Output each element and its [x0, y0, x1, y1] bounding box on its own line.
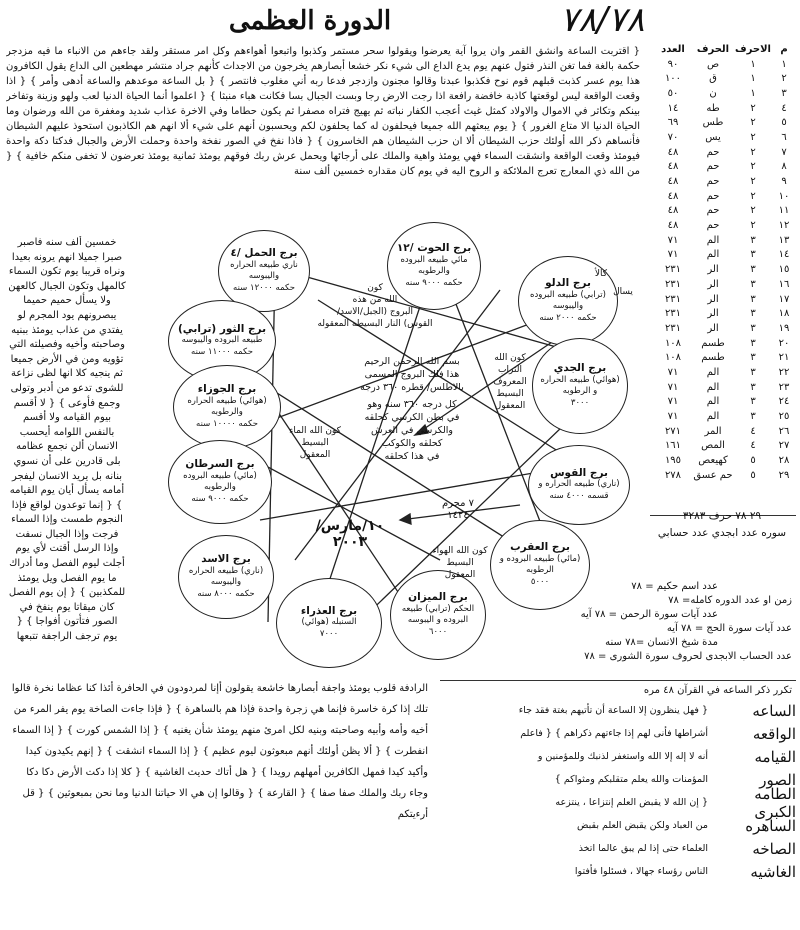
side-label-kalla: كالأ — [594, 269, 608, 279]
sign-years: حكمه ١١٠٠٠ سنه — [191, 346, 253, 357]
cell-num: ٢١ — [778, 352, 790, 364]
label-fire-element: كون الله من هذه البروج (الجبل/الاسد/ القوس) النار البسيطه المعقوله — [317, 283, 433, 329]
cell-letters: ٤ — [750, 425, 756, 437]
zodiac-sign-capricorn — [532, 338, 628, 434]
quran-row-text: { فهل ينظرون إلا الساعة أن تأتيهم بغتة فقد جاء — [518, 705, 708, 716]
cell-letters: ٣ — [750, 337, 756, 349]
zodiac-sign-scorpio — [490, 520, 590, 610]
page-title: الدورة العظمى — [228, 6, 392, 36]
sign-years: حكمه ٩٠٠٠ سنه — [191, 493, 249, 504]
cell-letter: طس — [702, 117, 724, 129]
handwritten-page-number: ٧٨/٧٨ — [560, 0, 645, 40]
quran-row-name: الغاشيه — [750, 862, 796, 881]
sign-years: حكمه ٨٠٠٠ سنه — [197, 588, 255, 599]
cell-num: ٨ — [781, 161, 787, 173]
sign-name: برج العقرب — [510, 541, 570, 553]
sign-name: برج الاسد — [201, 553, 251, 565]
header-num: م — [780, 43, 788, 55]
cell-letter: الر — [707, 293, 719, 305]
sign-info: (مائي) طبيعه البروده والرطوبه — [183, 470, 257, 492]
sign-name: برج الثور (ترابي) — [177, 322, 267, 335]
cell-count: ٧١ — [667, 396, 679, 408]
cell-num: ٤ — [781, 102, 787, 114]
header-count: العدد — [661, 43, 685, 55]
cell-num: ٢٥ — [778, 411, 790, 423]
cell-letters: ٢ — [750, 205, 756, 217]
cell-count: ٧١ — [667, 234, 679, 246]
cell-letters: ٣ — [750, 352, 756, 364]
quran-row-name: الصاخه — [752, 839, 796, 858]
sign-name: برج السرطان — [185, 458, 255, 470]
zodiac-sign-cancer — [168, 440, 272, 524]
cell-letter: حم — [706, 220, 720, 232]
sign-info: الحكم (ترابي) طبيعه البروده و اليبوسه — [401, 603, 475, 625]
cell-letters: ١ — [750, 73, 756, 85]
cell-num: ١٢ — [778, 220, 790, 232]
cell-count: ٤٨ — [667, 176, 679, 188]
cell-count: ٤٨ — [667, 220, 679, 232]
cell-letters: ١ — [750, 58, 756, 70]
sign-years: ٣٠٠٠ — [570, 397, 590, 408]
sign-info: (ناري) طبيعه الحراره و — [538, 479, 620, 490]
cell-count: ٤٨ — [667, 190, 679, 202]
sign-name: برج الميزان — [408, 591, 468, 603]
sign-name: برج الجوزاء — [197, 383, 257, 395]
hijri-date-label: ٧ محرم ١٤٢٤ — [441, 498, 475, 521]
center-line: بالاطلس/ قطره ٣٦٠ درجه — [360, 382, 464, 393]
cell-count: ١٤ — [667, 102, 679, 114]
quran-row-name: الساعه — [752, 701, 796, 720]
cell-letters: ٢ — [750, 117, 756, 129]
quran-row-name: الواقعه — [752, 724, 796, 743]
cell-num: ٢٩ — [778, 469, 790, 481]
quran-row-name: القيامه — [754, 747, 796, 766]
sign-name: برج الحمل /٤ — [230, 247, 298, 259]
cell-num: ١٤ — [778, 249, 790, 261]
fact-line: عدد اسم حكيم = ٧٨ — [631, 581, 718, 592]
fact-line: عدد آيات سورة الرحمن = ٧٨ آيه — [580, 609, 718, 620]
cell-letter: الر — [707, 308, 719, 320]
sign-years: حكمه ١٠٠٠٠ سنه — [196, 418, 258, 429]
cell-count: ٤٨ — [667, 205, 679, 217]
cell-letter: الم — [706, 249, 720, 261]
zodiac-sign-sagittarius — [528, 445, 630, 525]
center-basmala: بسم الله الرحمن الرحيم — [364, 356, 460, 367]
cell-letter: الم — [706, 396, 720, 408]
cell-letter: حم — [706, 161, 720, 173]
sign-name: برج الحوت /١٢ — [396, 242, 472, 254]
cell-num: ٢٨ — [778, 455, 790, 467]
letters-total-line: ٢٩ ٧٨ حرف ٣٢٨٣ — [682, 510, 762, 522]
sign-info: (هوائي) طبيعه الحراره و الرطوبه — [540, 374, 620, 396]
sign-name: برج الدلو — [545, 277, 591, 289]
zodiac-sign-libra — [390, 570, 486, 660]
cell-count: ٤٨ — [667, 146, 679, 158]
cell-num: ١٩ — [778, 322, 790, 334]
cell-count: ٧١ — [667, 366, 679, 378]
cell-letters: ٣ — [750, 366, 756, 378]
cell-letters: ٥ — [750, 469, 756, 481]
cell-letter: الر — [707, 278, 719, 290]
cell-count: ١٦١ — [664, 440, 682, 452]
cell-letters: ١ — [750, 87, 756, 99]
cell-num: ٢٧ — [778, 440, 790, 452]
sign-info: (هوائي) طبيعه الحراره والرطوبه — [187, 395, 267, 417]
cell-letter: حم — [706, 190, 720, 202]
center-line: هذا فلك البروج المسمى — [364, 369, 460, 380]
label-water-element: كون الله الماء البسيط المعقول — [289, 426, 341, 460]
cell-num: ٣ — [781, 87, 787, 99]
cell-count: ١٩٥ — [664, 455, 682, 467]
cell-letters: ٣ — [750, 396, 756, 408]
cell-letter: ص — [706, 58, 720, 70]
center-line: كحلقه والكوكب — [381, 438, 443, 449]
bottom-paragraph: الرادفة قلوب يومئذ واجفة أبصارها خاشعة يقولون أإنا لمردودون في الحافرة أئذا كنا عظاما نخرة قالوا تلك إذا كرة خاسرة فإنما هي زجرة واحدة فإذا هم بالساهرة } { فإذا جاءت الصاخة يوم يفر المرء من أخيه وأمه وأبيه وصاحبته وبنيه لكل امرئ منهم يومئذ شأن يغنيه } { إذا الشمس كورت } { إذا السماء انفطرت } { ألا يظن أولئك أنهم مبعوثون ليوم عظيم } { إذا السماء انشقت } { إنهم يكيدون كيدا وأكيد كيدا فمهل الكافرين أمهلهم رويدا } { هل أتاك حديث الغاشية } { كلا إذا دكت الأرض دكا دكا وجاء ربك والملك صفا صفا } { القارعة } { وقالوا إن هي الا حياتنا الدنيا وما نحن بمبعوثين } { قل أرءيتكم — [11, 683, 428, 820]
sign-info: مائي طبيعه البروده والرطوبه — [400, 254, 468, 276]
cell-num: ١٦ — [778, 278, 790, 290]
sign-info: طبيعه البروده واليبوسه — [181, 335, 263, 346]
cell-letter: المر — [704, 425, 722, 437]
cell-letters: ٣ — [750, 249, 756, 261]
zodiac-sign-gemini — [173, 365, 281, 449]
cell-letters: ٣ — [750, 264, 756, 276]
center-line: كل درجه ٣٦٠ سنه وهو — [367, 399, 457, 410]
cell-letters: ٢ — [750, 220, 756, 232]
cell-count: ٢٣١ — [664, 278, 682, 290]
fact-line: زمن او عدد الدوره كامله= ٧٨ — [668, 595, 792, 606]
top-paragraph: { اقتربت الساعة وانشق القمر وان يروا آية يعرضوا ويقولوا سحر مستمر وكذبوا واتبعوا أهواءهم وكل امر مستقر ولقد جاءهم من الانباء ما فيه مزدجر حكمة بالغة فما تغن النذر فتول عنهم يوم يدع الداع الى شيء نكر خشعا أبصارهم يخرجون من الاجداث كأنهم جراد منتشر مهطعين الى الداع يقول الكافرون هذا يوم عسر كذبت قبلهم قوم نوح فكذبوا عبدنا وقالوا مجنون وازدجر فدعا ربه أني مغلوب فانتصر } { بل الساعة موعدهم والساعة أدهى وأمر } { اذا وقعت الواقعة ليس لوقعتها كاذبة خافضة رافعة اذا رجت الارض رجا وبست الجبال بسا فكانت هباء منبثا } { اعلموا أنما الحياة الدنيا لعب ولهو وزينة وتفاخر بينكم وتكاثر في الاموال والاولاد كمثل غيث أعجب الكفار نباته ثم يهيج فتراه مصفرا ثم يكون حطاما وفي الاخرة عذاب شديد ومغفرة من الله ورضوان وما الحياة الدنيا الا متاع الغرور } { يوم يبعثهم الله جميعا فيحلفون له كما يحلفون لكم ويحسبون أنهم على شيء ألا انهم هم الكاذبون استحوذ عليهم الشيطان فأنساهم ذكر الله أولئك حزب الشيطان ألا ان حزب الشيطان هم الخاسرون } { فاذا نفخ في الصور نفخة واحدة وحملت الأرض والجبال فدكتا دكة واحدة فيومئذ وقعت الواقعة وانشقت السماء فهي يومئذ واهية والملك على أرجائها ويحمل عرش ربك فوقهم يومئذ ثمانية يومئذ تعرضون لا تخفى منكم خافية } { من الله ذي المعارج تعرج الملائكة و الروح اليه في يوم كان مقداره خمسين ألف سنة — [6, 46, 640, 177]
cell-num: ١٥ — [778, 264, 790, 276]
cell-num: ٧ — [781, 146, 787, 158]
side-label-yasal: يسال — [613, 287, 633, 297]
quran-row-name: الطامه الكبرى — [754, 784, 796, 821]
cell-count: ٤٨ — [667, 161, 679, 173]
cell-num: ١٠ — [778, 190, 790, 202]
cell-count: ٦٩ — [667, 117, 679, 129]
cell-num: ٢٤ — [778, 396, 790, 408]
fact-line: عدد الحساب الابجدى لحروف سورة الشورى = ٧٨ — [584, 651, 792, 662]
left-paragraph: خمسين ألف سنه فاصبر صبرا جميلا انهم يرونه بعيدا ونراه قريبا يوم تكون السماء كالمهل وتكون الجبال كالعهن ولا يسأل حميم حميما يبصرونهم يود المجرم لو يفتدي من عذاب يومئذ ببنيه وصاحبته وأخيه وفصيلته التي تؤويه ومن في الأرض جميعا ثم ينجيه كلا انها لظى نزاعة للشوى تدعو من أدبر وتولى وجمع فأوعى } { لا أقسم بيوم القيامه ولا أقسم بالنفس اللوامه أيحسب الانسان ألن نجمع عظامه بلى قادرين على أن نسوي بنانه بل يريد الانسان ليفجر أمامه يسأل أيان يوم القيامه } { إنما توعدون لواقع فإذا النجوم طمست وإذا السماء فرجت وإذا الجبال نسفت وإذا الرسل أقتت لأي يوم أجلت ليوم الفصل وما أدراك ما يوم الفصل ويل يومئذ للمكذبين } { إن يوم الفصل كان ميقاتا يوم ينفخ في الصور فتأتون أفواجا } { يوم ترجف الراجفة تتبعها — [8, 237, 126, 643]
cell-letter: حم — [706, 176, 720, 188]
sign-info: ناري طبيعه الحراره واليبوسه — [230, 259, 298, 281]
cell-count: ٧١ — [667, 249, 679, 261]
header-letters: الاحرف — [735, 43, 771, 55]
cell-letters: ٣ — [750, 322, 756, 334]
cell-letter: طه — [706, 102, 720, 114]
quran-row-text: الناس رؤساء جهالا ، فسئلوا فأفتوا — [574, 866, 708, 877]
sign-name: برج الجدي — [553, 362, 607, 374]
sign-years: حكمه ٩٠٠٠ سنه — [405, 277, 463, 288]
cell-count: ٧١ — [667, 381, 679, 393]
cell-count: ٢٧١ — [664, 425, 682, 437]
cell-num: ١٧ — [778, 293, 790, 305]
cell-num: ٢٣ — [778, 381, 790, 393]
label-air-element: كون الله الهواء البسيط المعقول — [432, 546, 488, 580]
cell-count: ٩٠ — [667, 58, 679, 70]
quran-section-title: تكرر ذكر الساعه في القرآن ٤٨ مره — [643, 685, 792, 696]
cell-count: ٧١ — [667, 411, 679, 423]
cell-letters: ٤ — [750, 440, 756, 452]
cell-count: ١٠٠ — [664, 73, 682, 85]
quran-row-text: المؤمنات والله يعلم متقلبكم ومثواكم } — [554, 774, 708, 785]
cell-count: ٢٣١ — [664, 308, 682, 320]
quran-row-name: الصور — [759, 770, 796, 789]
cell-num: ١٣ — [778, 234, 790, 246]
cell-letter: ن — [709, 87, 717, 99]
cell-num: ٩ — [781, 176, 787, 188]
sign-info: (ناري) طبيعه الحراره واليبوسه — [188, 565, 264, 587]
sign-years: حكمه ٢٠٠٠ سنه — [539, 312, 597, 323]
quran-row-text: من العباد ولكن يقبض العلم بقبض — [577, 820, 708, 831]
cell-letters: ٢ — [750, 131, 756, 143]
cell-letters: ٣ — [750, 411, 756, 423]
cell-num: ٢٦ — [778, 425, 790, 437]
center-line: والكرسي في العرش — [371, 425, 453, 436]
cell-letter: حم — [706, 146, 720, 158]
cell-letter: المص — [701, 440, 725, 452]
cell-num: ٦ — [781, 131, 787, 143]
sign-name: برج القوس — [550, 466, 608, 479]
cell-count: ٢٣١ — [664, 293, 682, 305]
quran-row-text: العلماء حتى إذا لم يبق عالما اتخذ — [578, 843, 708, 854]
date-label: ١٠/مارس/ ٢٠٠٣ — [315, 518, 385, 550]
center-line: في هذا كحلقه — [384, 451, 440, 462]
cell-letter: الم — [706, 234, 720, 246]
cell-letters: ٣ — [750, 234, 756, 246]
cell-count: ٢٧٨ — [664, 469, 682, 481]
sign-years: ٥٠٠٠ — [530, 576, 550, 587]
cell-count: ٥٠ — [667, 87, 679, 99]
cell-letter: الم — [706, 366, 720, 378]
fact-line: مدة شيخ الانسان =٧٨ سنه — [605, 637, 718, 648]
cell-letters: ٢ — [750, 176, 756, 188]
cell-letters: ٥ — [750, 455, 756, 467]
sign-info: السنبله (هوائي) — [301, 617, 357, 628]
cell-letter: الر — [707, 264, 719, 276]
cell-num: ١١ — [778, 205, 790, 217]
cell-letter: حم — [706, 205, 720, 217]
letters-total-labels: سوره عدد ابجدي عدد حسابي — [657, 527, 787, 539]
cell-letters: ٢ — [750, 190, 756, 202]
cell-letter: طسم — [701, 352, 725, 364]
zodiac-sign-virgo — [276, 578, 382, 668]
sign-info: (مائي) طبيعه البروده و الرطوبه — [499, 553, 581, 575]
cell-letter: يس — [705, 131, 721, 143]
sign-years: ٧٠٠٠ — [319, 628, 339, 639]
sign-info: (ترابي) طبيعه البروده واليبوسه — [529, 289, 606, 311]
cell-letter: حم عسق — [693, 469, 733, 481]
cell-count: ٧٠ — [667, 131, 679, 143]
cell-letter: الم — [706, 381, 720, 393]
cell-letter: الر — [707, 322, 719, 334]
quran-row-text: أشراطها فأنى لهم إذا جاءتهم ذكراهم } { فاعلم — [520, 728, 708, 739]
cell-count: ١٠٨ — [664, 352, 682, 364]
cell-letters: ٣ — [750, 381, 756, 393]
cell-count: ٢٣١ — [664, 264, 682, 276]
cell-letter: الم — [706, 411, 720, 423]
cell-num: ٢٢ — [778, 366, 790, 378]
zodiac-sign-leo — [178, 535, 274, 619]
cell-count: ٢٣١ — [664, 322, 682, 334]
quran-row-text: { إن الله لا يقبض العلم إنتزاعا ، ينتزعه — [555, 797, 708, 808]
cell-letters: ٣ — [750, 278, 756, 290]
sign-name: برج العذراء — [300, 604, 358, 617]
sign-years: ٦٠٠٠ — [428, 626, 448, 637]
cell-letters: ٣ — [750, 308, 756, 320]
label-earth-element: كون الله التراب المعروف البسيط المعقول — [493, 353, 527, 411]
cell-num: ١٨ — [778, 308, 790, 320]
cell-letters: ٢ — [750, 102, 756, 114]
quran-row-text: أنه لا إله إلا الله واستغفر لذنبك وللمؤمنين و — [537, 751, 708, 762]
center-line: في بطن الكرسي كحلقه — [364, 412, 460, 423]
quran-row-name: الساهره — [745, 816, 796, 835]
cell-letter: ق — [709, 73, 717, 85]
cell-letter: طسم — [701, 337, 725, 349]
sign-years: حكمه ١٢٠٠٠ سنه — [233, 282, 295, 293]
cell-letters: ٢ — [750, 146, 756, 158]
cell-letters: ٢ — [750, 161, 756, 173]
fact-line: عدد آيات سورة الحج = ٧٨ آيه — [666, 623, 792, 634]
cell-num: ٢٠ — [778, 337, 790, 349]
cell-count: ١٠٨ — [664, 337, 682, 349]
cell-num: ٥ — [781, 117, 787, 129]
cell-num: ١ — [781, 58, 787, 70]
sign-years: قسمه ٤٠٠٠ سنه — [549, 490, 609, 501]
cell-letters: ٣ — [750, 293, 756, 305]
cell-letter: كهيعص — [698, 455, 728, 467]
header-letter: الحرف — [696, 43, 730, 55]
cell-num: ٢ — [781, 73, 787, 85]
